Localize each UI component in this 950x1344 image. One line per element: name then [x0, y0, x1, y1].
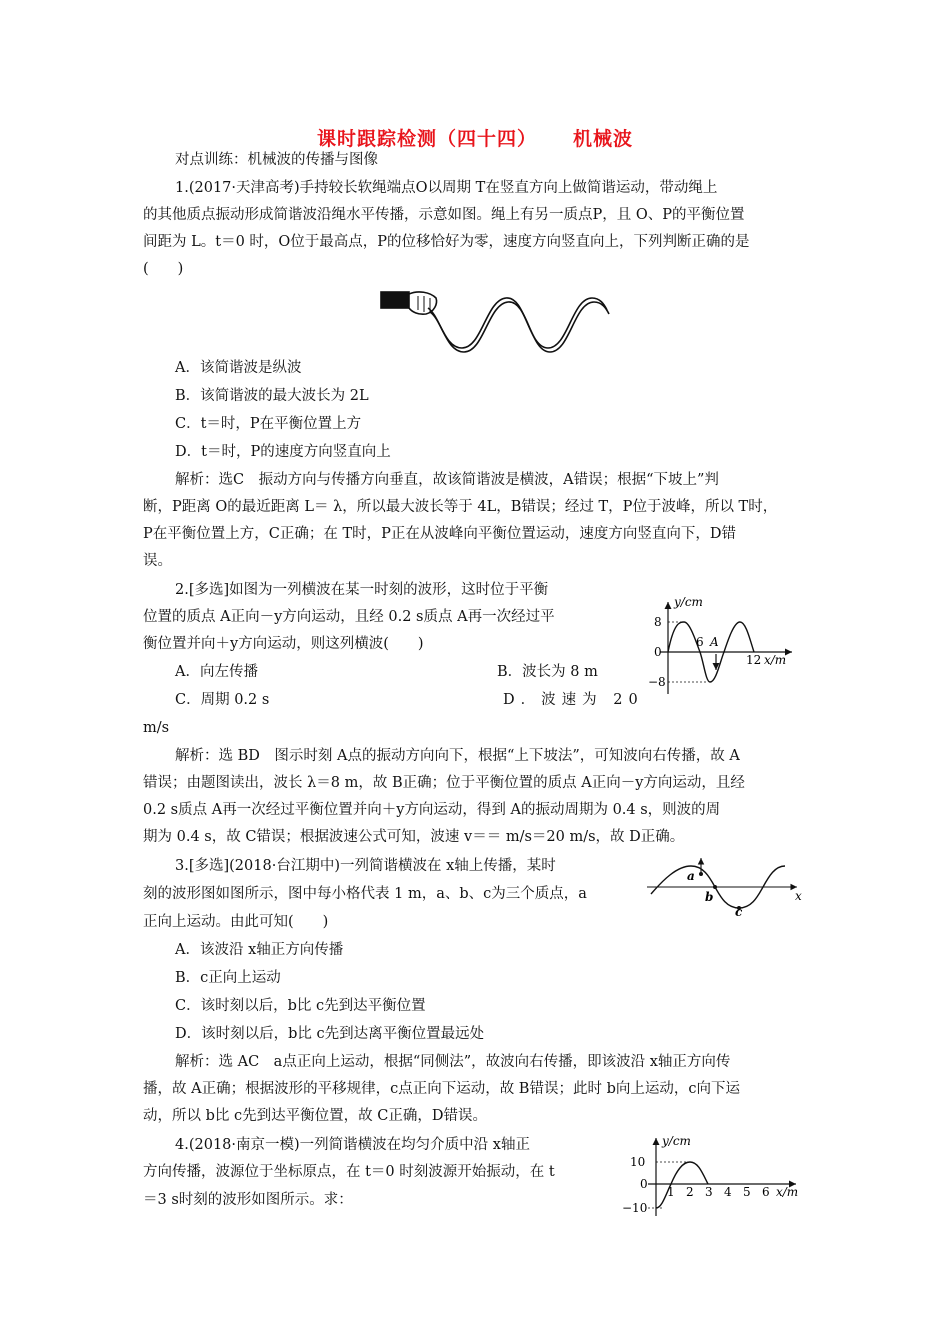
q2-wave-figure: [630, 594, 800, 704]
q1-option-a: A．该简谐波是纵波: [175, 360, 302, 376]
q1-solution-4: 误。: [143, 553, 172, 569]
q3-solution-1: 解析：选 AC a点正向上运动，根据“同侧法”，故波向右传播，即该波沿 x轴正方向传: [175, 1054, 731, 1070]
q1-option-c: C．t＝时，P在平衡位置上方: [175, 416, 362, 432]
q3-option-b: B．c正向上运动: [175, 970, 281, 986]
y-tick-10: 10: [630, 1155, 646, 1169]
y-axis-label: y/cm: [674, 595, 703, 609]
sleeve: [381, 292, 409, 308]
q2-line-2: 位置的质点 A正向－y方向运动，且经 0.2 s质点 A再一次经过平: [143, 609, 555, 625]
x-tick-1: 1: [667, 1185, 675, 1199]
x-tick-4: 4: [724, 1185, 732, 1199]
q3-line-1: 3.[多选](2018·台江期中)一列简谐横波在 x轴上传播，某时: [175, 858, 556, 874]
hand-icon: [381, 292, 437, 314]
x-tick-5: 5: [743, 1185, 751, 1199]
x-tick-6: 6: [762, 1185, 770, 1199]
point-b: [713, 885, 717, 889]
x-axis-label: x/m: [764, 653, 787, 667]
q2-option-c: C．周期 0.2 s: [175, 692, 270, 708]
q3-option-c: C．该时刻以后，b比 c先到达平衡位置: [175, 998, 426, 1014]
q4-wave-figure: [616, 1132, 806, 1218]
q3-solution-3: 动，所以 b比 c先到达平衡位置，故 C正确，D错误。: [143, 1108, 487, 1124]
x-axis-label: x/m: [776, 1185, 799, 1199]
label-c: c: [735, 905, 743, 916]
q3-option-d: D．该时刻以后，b比 c先到达离平衡位置最远处: [175, 1026, 485, 1042]
x-tick-12: 12: [746, 653, 762, 667]
section-heading: 对点训练：机械波的传播与图像: [175, 152, 378, 168]
y-tick-0: 0: [654, 645, 662, 659]
q2-option-b: B．波长为 8 m: [497, 664, 598, 680]
q2-solution-2: 错误；由题图读出，波长 λ＝8 m，故 B正确；位于平衡位置的质点 A正向－y方向运动，且经: [143, 775, 745, 791]
title-topic: 机械波: [573, 128, 634, 150]
q4-line-2: 方向传播，波源位于坐标原点，在 t＝0 时刻波源开始振动，在 t: [143, 1164, 555, 1180]
x-tick-2: 2: [686, 1185, 694, 1199]
x-axis-label: x: [795, 889, 802, 903]
x-tick-6: 6: [696, 635, 704, 649]
label-b: b: [705, 890, 714, 904]
q1-option-b: B．该简谐波的最大波长为 2L: [175, 388, 369, 404]
q2-option-a: A．向左传播: [175, 664, 258, 680]
q4-line-1: 4.(2018·南京一模)一列简谐横波在均匀介质中沿 x轴正: [175, 1137, 530, 1153]
point-a-label: A: [710, 635, 719, 649]
y-axis-label: y/cm: [662, 1134, 691, 1148]
q3-line-2: 刻的波形图如图所示，图中每小格代表 1 m，a、b、c为三个质点，a: [143, 886, 587, 902]
q1-option-d: D．t＝时，P的速度方向竖直向上: [175, 444, 391, 460]
y-tick-8: 8: [654, 615, 662, 629]
q2-solution-1: 解析：选 BD 图示时刻 A点的振动方向向下，根据“上下坡法”，可知波向右传播，故 A: [175, 748, 740, 764]
title-main: 课时跟踪检测（四十四）: [316, 128, 537, 150]
wave-curve: [656, 1162, 708, 1208]
q2-line-3: 衡位置并向＋y方向运动，则这列横波( ): [143, 636, 424, 652]
q3-wave-figure: [645, 854, 805, 916]
q1-line-1: 1.(2017·天津高考)手持较长软绳端点O以周期 T在竖直方向上做简谐运动，带动绳上: [175, 180, 718, 196]
q2-solution-3: 0.2 s质点 A再一次经过平衡位置并向＋y方向运动，得到 A的振动周期为 0.4 s，则波的周: [143, 802, 721, 818]
q1-line-2: 的其他质点振动形成简谐波沿绳水平传播，示意如图。绳上有另一质点P，且 O、P的平衡位置: [143, 207, 745, 223]
rope-wave-2: [430, 302, 609, 352]
q2-option-d: D．波速为 20: [503, 692, 644, 708]
point-a: [699, 872, 703, 876]
q2-option-d-unit: m/s: [143, 720, 170, 736]
q1-solution-2: 断，P距离 O的最近距离 L＝ λ，所以最大波长等于 4L，B错误；经过 T，P位于波峰，所以 T时，: [143, 499, 778, 515]
q1-solution-3: P在平衡位置上方，C正确；在 T时，P正在从波峰向平衡位置运动，速度方向竖直向下，D错: [143, 526, 737, 542]
y-tick-neg10: −10: [622, 1201, 648, 1215]
page-title: [0, 124, 950, 151]
x-tick-3: 3: [705, 1185, 713, 1199]
q3-option-a: A．该波沿 x轴正方向传播: [175, 942, 344, 958]
q2-line-1: 2.[多选]如图为一列横波在某一时刻的波形，这时位于平衡: [175, 582, 549, 598]
q4-line-3: ＝3 s时刻的波形如图所示。求：: [143, 1192, 353, 1208]
q1-solution-1: 解析：选C 振动方向与传播方向垂直，故该简谐波是横波，A错误；根据“下坡上”判: [175, 472, 719, 488]
label-a: a: [687, 869, 695, 883]
q1-line-4: ( ): [143, 261, 184, 277]
y-tick-0: 0: [640, 1177, 648, 1191]
q1-rope-figure: [378, 282, 610, 354]
q3-line-3: 正向上运动。由此可知( ): [143, 914, 329, 930]
q1-line-3: 间距为 L。t＝0 时，O位于最高点，P的位移恰好为零，速度方向竖直向上，下列判断正确的是: [143, 234, 750, 250]
y-tick-neg8: −8: [648, 675, 666, 689]
q3-solution-2: 播，故 A正确；根据波形的平移规律，c点正向下运动，故 B错误；此时 b向上运动，c向下运: [143, 1081, 740, 1097]
q2-solution-4: 期为 0.4 s，故 C错误；根据波速公式可知，波速 v＝＝ m/s＝20 m/s，故 D正确。: [143, 829, 685, 845]
